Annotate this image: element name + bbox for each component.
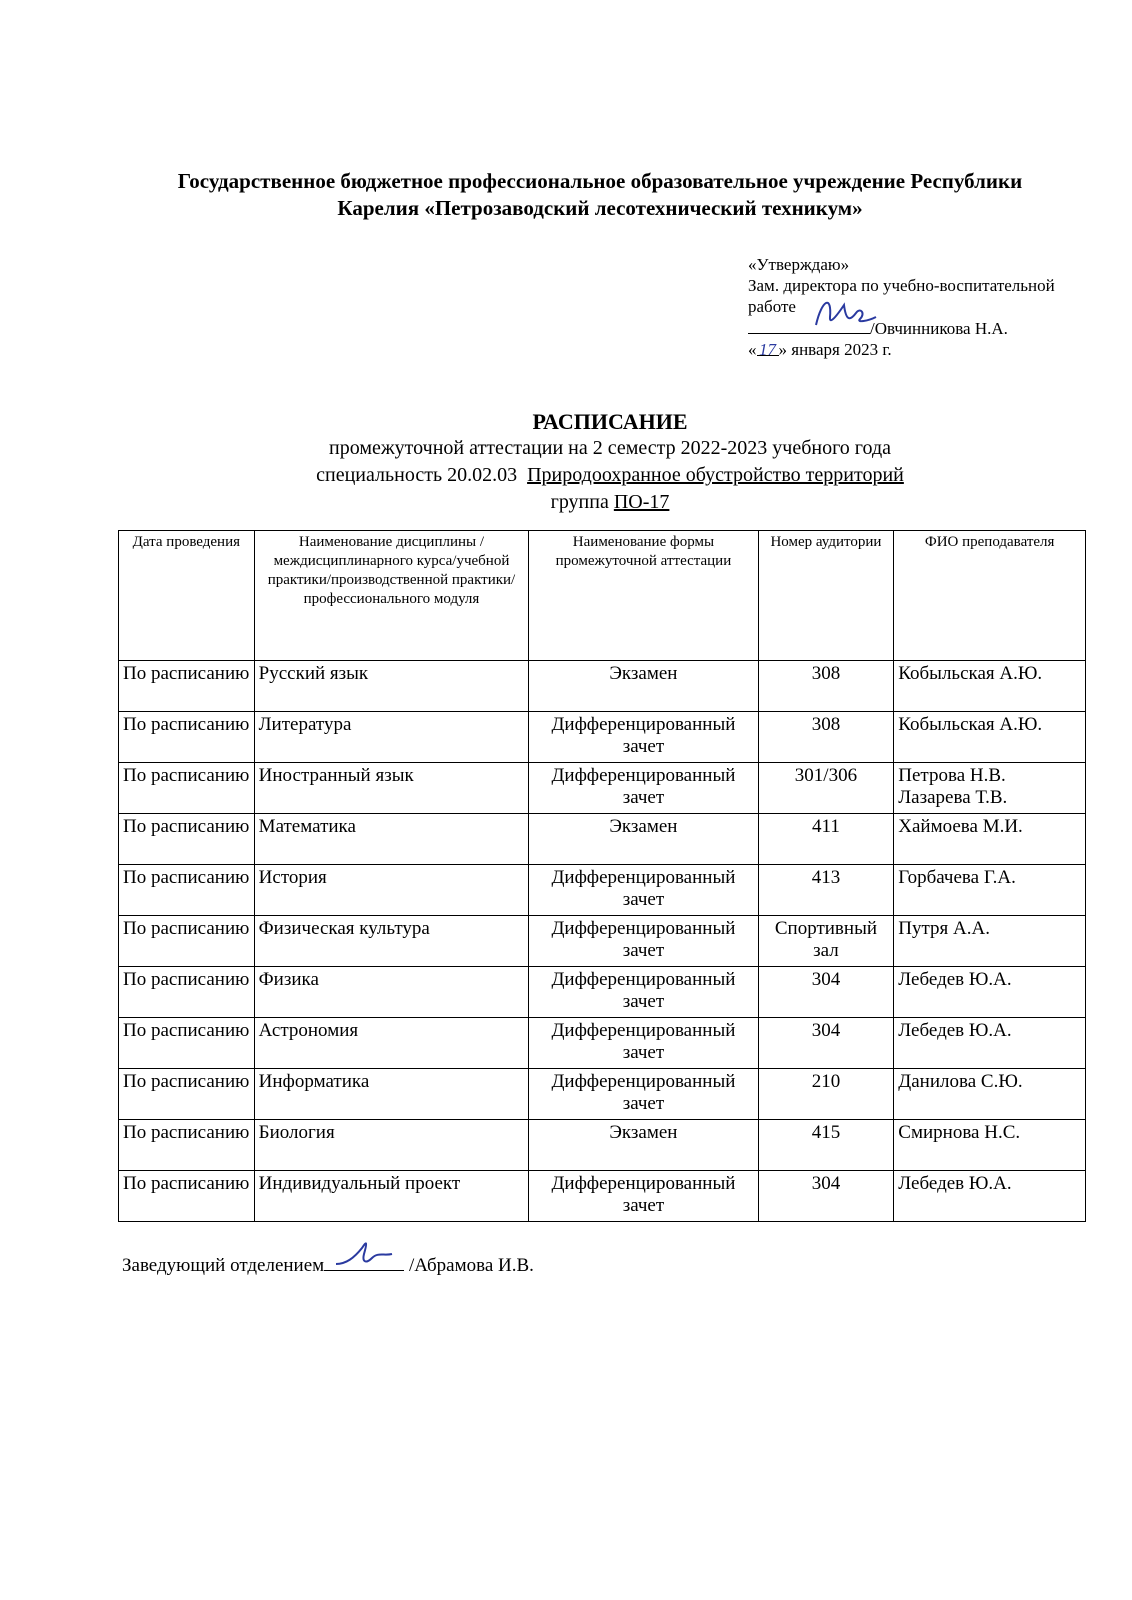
cell-discipline: Астрономия xyxy=(254,1018,529,1069)
cell-discipline: Математика xyxy=(254,814,529,865)
title-heading: РАСПИСАНИЕ xyxy=(532,409,688,434)
director-signature-icon xyxy=(810,291,880,335)
schedule-table xyxy=(118,530,1086,1222)
group-name: ПО-17 xyxy=(613,491,670,513)
table-row xyxy=(119,814,1086,865)
specialty-prefix: специальность 20.02.03 xyxy=(316,464,518,486)
cell-room: 411 xyxy=(758,814,894,865)
cell-form: Дифференцированный зачет xyxy=(529,1069,758,1120)
cell-teacher: Горбачева Г.А. xyxy=(894,865,1086,916)
cell-date: По расписанию xyxy=(119,712,255,763)
approval-position-1: Зам. директора по учебно-воспитательной xyxy=(748,276,1055,295)
approval-position-2: работе xyxy=(748,297,796,316)
cell-date: По расписанию xyxy=(119,1069,255,1120)
table-row xyxy=(119,763,1086,814)
cell-discipline: Литература xyxy=(254,712,529,763)
cell-teacher: Смирнова Н.С. xyxy=(894,1120,1086,1171)
cell-date: По расписанию xyxy=(119,661,255,712)
footer-label: Заведующий отделением xyxy=(122,1255,325,1276)
cell-date: По расписанию xyxy=(119,1171,255,1222)
head-signature-icon xyxy=(332,1234,396,1274)
cell-form: Дифференцированный зачет xyxy=(529,712,758,763)
cell-discipline: Иностранный язык xyxy=(254,763,529,814)
header-date: Дата проведения xyxy=(119,531,255,661)
cell-discipline: Физическая культура xyxy=(254,916,529,967)
approval-label: «Утверждаю» xyxy=(748,255,850,274)
cell-discipline: Биология xyxy=(254,1120,529,1171)
cell-teacher: Лебедев Ю.А. xyxy=(894,1171,1086,1222)
approval-signature-row xyxy=(748,317,1108,339)
cell-teacher: Данилова С.Ю. xyxy=(894,1069,1086,1120)
table-row xyxy=(119,661,1086,712)
approval-block xyxy=(748,254,1108,360)
cell-teacher: Кобыльская А.Ю. xyxy=(894,712,1086,763)
signature-line xyxy=(748,317,870,334)
cell-form: Экзамен xyxy=(529,814,758,865)
cell-room: 413 xyxy=(758,865,894,916)
cell-discipline: Индивидуальный проект xyxy=(254,1171,529,1222)
cell-form: Экзамен xyxy=(529,661,758,712)
cell-teacher: Лебедев Ю.А. xyxy=(894,1018,1086,1069)
title-group xyxy=(200,489,1020,516)
cell-room: 308 xyxy=(758,661,894,712)
table-row xyxy=(119,865,1086,916)
specialty-name: Природоохранное обустройство территорий xyxy=(527,464,904,486)
org-line-1: Государственное бюджетное профессиональное образовательное учреждение Республики xyxy=(177,169,1023,193)
cell-date: По расписанию xyxy=(119,814,255,865)
cell-date: По расписанию xyxy=(119,865,255,916)
cell-teacher: Хаймоева М.И. xyxy=(894,814,1086,865)
approval-date xyxy=(748,339,1108,360)
cell-form: Дифференцированный зачет xyxy=(529,1018,758,1069)
cell-room: 304 xyxy=(758,1018,894,1069)
table-row xyxy=(119,1018,1086,1069)
cell-teacher: Путря А.А. xyxy=(894,916,1086,967)
table-row xyxy=(119,916,1086,967)
table-header-row xyxy=(119,531,1086,661)
cell-form: Дифференцированный зачет xyxy=(529,967,758,1018)
cell-room: 210 xyxy=(758,1069,894,1120)
cell-date: По расписанию xyxy=(119,916,255,967)
schedule-title xyxy=(200,408,1020,516)
cell-discipline: Физика xyxy=(254,967,529,1018)
organization-header xyxy=(100,168,1100,222)
cell-discipline: Информатика xyxy=(254,1069,529,1120)
cell-date: По расписанию xyxy=(119,967,255,1018)
cell-form: Дифференцированный зачет xyxy=(529,763,758,814)
cell-room: 301/306 xyxy=(758,763,894,814)
cell-form: Дифференцированный зачет xyxy=(529,1171,758,1222)
cell-form: Дифференцированный зачет xyxy=(529,865,758,916)
cell-teacher: Кобыльская А.Ю. xyxy=(894,661,1086,712)
table-row xyxy=(119,1171,1086,1222)
cell-room: 415 xyxy=(758,1120,894,1171)
table-body xyxy=(119,661,1086,1222)
footer-signature xyxy=(122,1252,534,1278)
org-line-2: Карелия «Петрозаводский лесотехнический техникум» xyxy=(337,196,863,220)
group-prefix: группа xyxy=(550,491,609,513)
cell-form: Дифференцированный зачет xyxy=(529,916,758,967)
header-room: Номер аудитории xyxy=(758,531,894,661)
approver-name: /Овчинникова Н.А. xyxy=(870,319,1008,338)
cell-discipline: Русский язык xyxy=(254,661,529,712)
header-discipline: Наименование дисциплины /междисциплинарного курса/учебной практики/производственной практики/профессионального модуля xyxy=(254,531,529,661)
cell-date: По расписанию xyxy=(119,1018,255,1069)
cell-room: 304 xyxy=(758,967,894,1018)
table-row xyxy=(119,1069,1086,1120)
cell-room: 308 xyxy=(758,712,894,763)
title-specialty xyxy=(200,462,1020,489)
header-form: Наименование формы промежуточной аттестации xyxy=(529,531,758,661)
cell-teacher: Петрова Н.В. Лазарева Т.В. xyxy=(894,763,1086,814)
table-row xyxy=(119,1120,1086,1171)
table-row xyxy=(119,712,1086,763)
cell-discipline: История xyxy=(254,865,529,916)
date-day: 17 xyxy=(757,339,779,356)
table-row xyxy=(119,967,1086,1018)
title-line-1: промежуточной аттестации на 2 семестр 2022-2023 учебного года xyxy=(329,437,891,459)
cell-date: По расписанию xyxy=(119,763,255,814)
date-rest: » января 2023 г. xyxy=(778,340,892,359)
cell-form: Экзамен xyxy=(529,1120,758,1171)
date-open-quote: « xyxy=(748,340,757,359)
cell-teacher: Лебедев Ю.А. xyxy=(894,967,1086,1018)
cell-room: Спортивный зал xyxy=(758,916,894,967)
footer-signature-line xyxy=(324,1252,404,1271)
cell-room: 304 xyxy=(758,1171,894,1222)
header-teacher: ФИО преподавателя xyxy=(894,531,1086,661)
footer-name: /Абрамова И.В. xyxy=(408,1255,534,1276)
cell-date: По расписанию xyxy=(119,1120,255,1171)
